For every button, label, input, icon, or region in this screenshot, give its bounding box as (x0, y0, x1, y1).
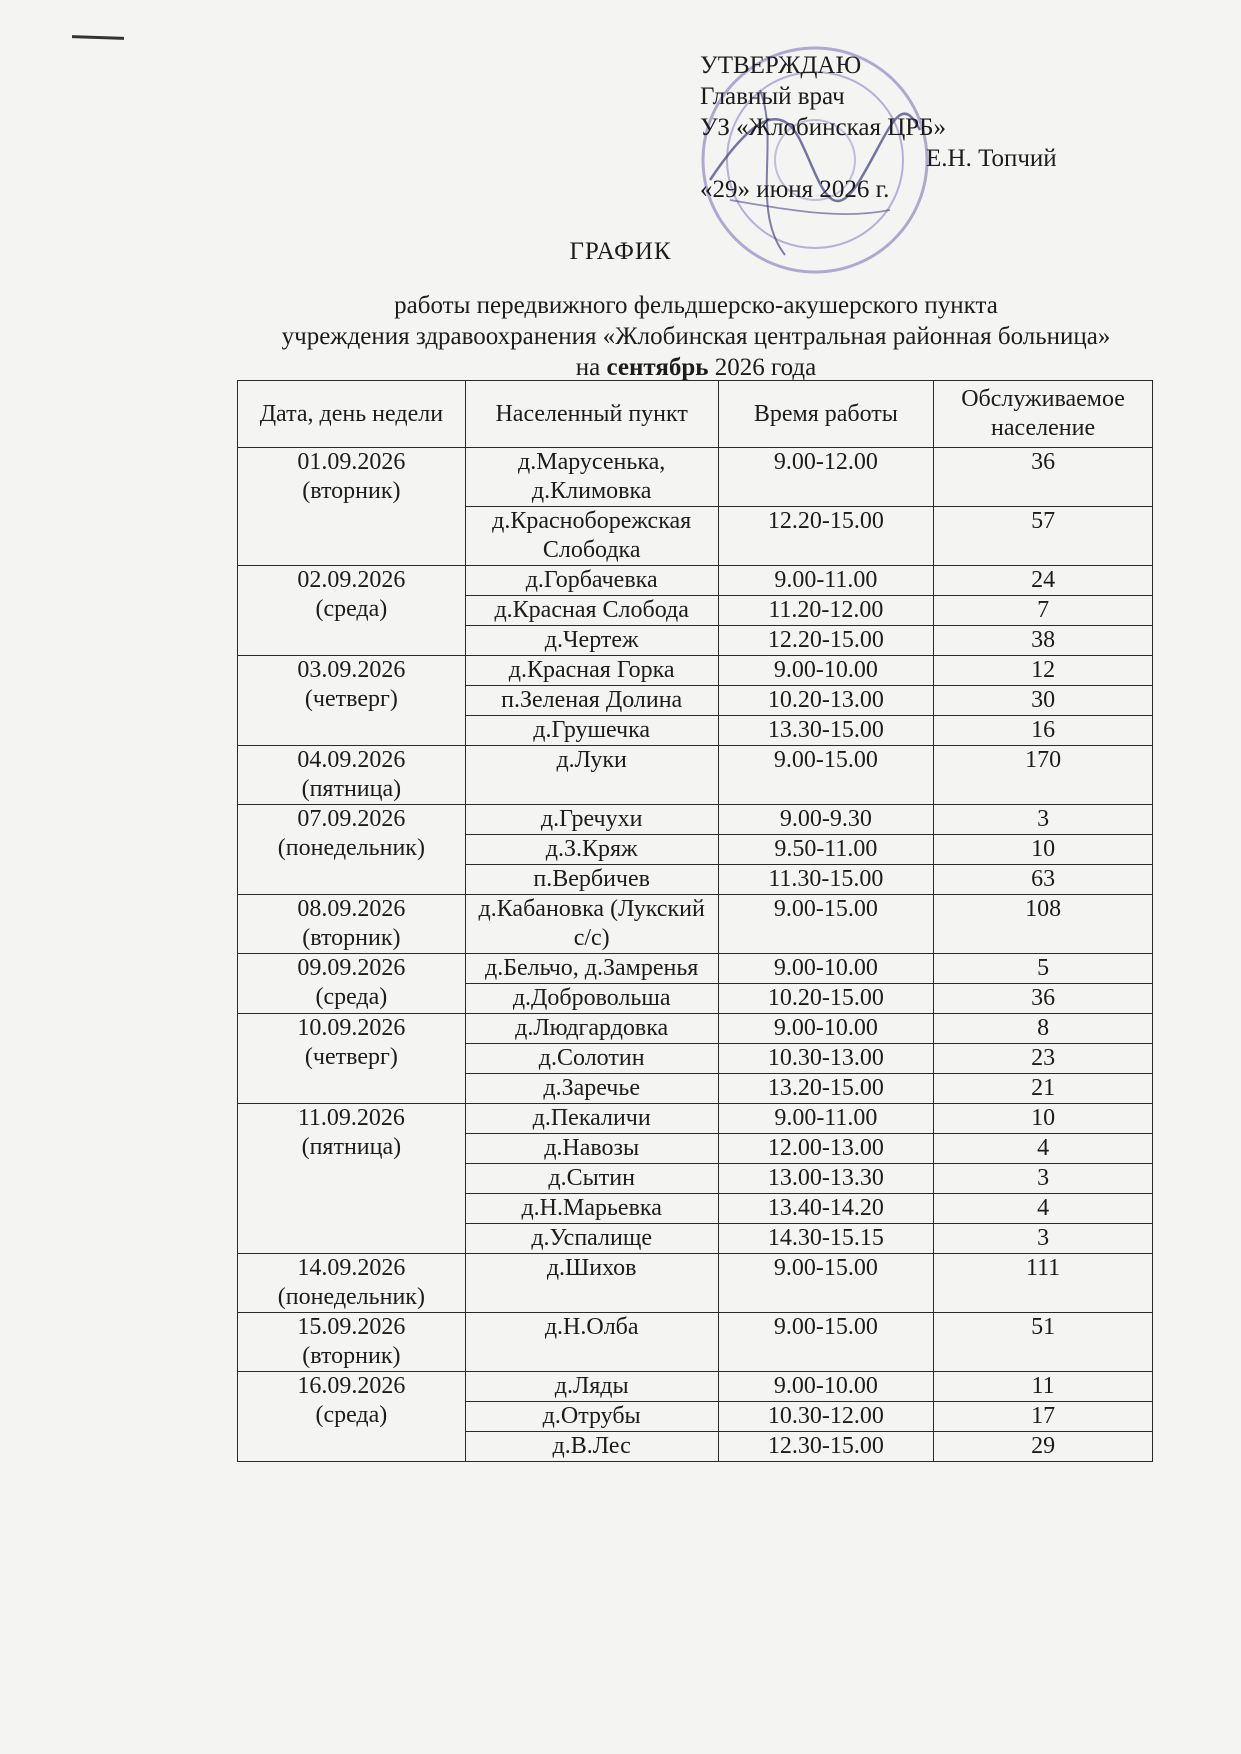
time-cell: 9.00-15.00 (718, 1313, 934, 1372)
schedule-table (237, 380, 1153, 1462)
place-cell: д.З.Кряж (465, 835, 718, 865)
place-cell: д.Красноборежская Слободка (465, 507, 718, 566)
population-cell: 10 (934, 1104, 1153, 1134)
population-cell: 108 (934, 895, 1153, 954)
subtitle-line-1: работы передвижного фельдшерско-акушерского пункта (394, 292, 998, 319)
header-time: Время работы (718, 381, 934, 448)
population-cell: 36 (934, 448, 1153, 507)
date-value: 02.09.2026 (297, 567, 406, 593)
date-cell (238, 895, 466, 954)
population-cell: 23 (934, 1044, 1153, 1074)
weekday-value: (понедельник) (277, 1284, 425, 1310)
weekday-value: (понедельник) (277, 835, 425, 861)
time-cell: 9.00-15.00 (718, 1254, 934, 1313)
population-cell: 3 (934, 805, 1153, 835)
place-cell: д.Солотин (465, 1044, 718, 1074)
time-cell: 12.00-13.00 (718, 1134, 934, 1164)
population-cell: 30 (934, 686, 1153, 716)
corner-mark (72, 35, 124, 40)
place-cell: д.Луки (465, 746, 718, 805)
table-row (238, 1104, 1153, 1134)
subtitle-month: сентябрь (606, 354, 709, 381)
place-cell: д.Успалище (465, 1224, 718, 1254)
place-cell: д.Марусенька, д.Климовка (465, 448, 718, 507)
time-cell: 10.30-12.00 (718, 1402, 934, 1432)
date-cell (238, 954, 466, 1014)
table-row (238, 566, 1153, 596)
population-cell: 63 (934, 865, 1153, 895)
population-cell: 12 (934, 656, 1153, 686)
population-cell: 21 (934, 1074, 1153, 1104)
approval-signer: Е.Н. Топчий (926, 145, 1057, 172)
approval-position: Главный врач (700, 83, 845, 110)
date-value: 11.09.2026 (297, 1105, 405, 1131)
place-cell: д.Шихов (465, 1254, 718, 1313)
place-cell: д.Горбачевка (465, 566, 718, 596)
place-cell: д.Навозы (465, 1134, 718, 1164)
time-cell: 9.00-10.00 (718, 1014, 934, 1044)
time-cell: 9.00-9.30 (718, 805, 934, 835)
population-cell: 4 (934, 1134, 1153, 1164)
place-cell: д.Гречухи (465, 805, 718, 835)
place-cell: д.Н.Олба (465, 1313, 718, 1372)
time-cell: 9.50-11.00 (718, 835, 934, 865)
header-population: Обслуживаемое население (934, 381, 1153, 448)
subtitle-suffix: 2026 года (714, 354, 817, 381)
place-cell: п.Вербичев (465, 865, 718, 895)
table-row (238, 656, 1153, 686)
population-cell: 5 (934, 954, 1153, 984)
population-cell: 4 (934, 1194, 1153, 1224)
population-cell: 57 (934, 507, 1153, 566)
date-cell (238, 566, 466, 656)
table-row (238, 1014, 1153, 1044)
time-cell: 10.20-15.00 (718, 984, 934, 1014)
time-cell: 10.20-13.00 (718, 686, 934, 716)
date-cell (238, 805, 466, 895)
weekday-value: (вторник) (302, 1343, 401, 1369)
weekday-value: (вторник) (302, 925, 401, 951)
time-cell: 9.00-15.00 (718, 746, 934, 805)
population-cell: 7 (934, 596, 1153, 626)
time-cell: 13.00-13.30 (718, 1164, 934, 1194)
time-cell: 10.30-13.00 (718, 1044, 934, 1074)
place-cell: д.Отрубы (465, 1402, 718, 1432)
weekday-value: (пятница) (301, 776, 402, 802)
weekday-value: (среда) (315, 984, 388, 1010)
weekday-value: (вторник) (302, 478, 401, 504)
document-title: ГРАФИК (569, 238, 672, 265)
table-row (238, 1372, 1153, 1402)
place-cell: д.Пекаличи (465, 1104, 718, 1134)
time-cell: 9.00-10.00 (718, 954, 934, 984)
population-cell: 29 (934, 1432, 1153, 1462)
place-cell: д.Людгардовка (465, 1014, 718, 1044)
population-cell: 11 (934, 1372, 1153, 1402)
population-cell: 38 (934, 626, 1153, 656)
place-cell: д.Красная Горка (465, 656, 718, 686)
subtitle-line-3 (236, 352, 1156, 383)
date-value: 03.09.2026 (297, 657, 406, 683)
population-cell: 10 (934, 835, 1153, 865)
time-cell: 11.20-12.00 (718, 596, 934, 626)
date-value: 04.09.2026 (297, 747, 406, 773)
time-cell: 9.00-15.00 (718, 895, 934, 954)
table-row (238, 805, 1153, 835)
population-cell: 17 (934, 1402, 1153, 1432)
date-cell (238, 448, 466, 566)
approval-organization: УЗ «Жлобинская ЦРБ» (700, 114, 947, 141)
population-cell: 111 (934, 1254, 1153, 1313)
place-cell: д.Чертеж (465, 626, 718, 656)
date-value: 10.09.2026 (297, 1015, 406, 1041)
table-row (238, 895, 1153, 954)
place-cell: п.Зеленая Долина (465, 686, 718, 716)
date-value: 16.09.2026 (297, 1373, 406, 1399)
time-cell: 14.30-15.15 (718, 1224, 934, 1254)
table-row (238, 1254, 1153, 1313)
table-row (238, 448, 1153, 507)
place-cell: д.Н.Марьевка (465, 1194, 718, 1224)
time-cell: 12.20-15.00 (718, 507, 934, 566)
weekday-value: (четверг) (304, 686, 398, 712)
subtitle-line-2: учреждения здравоохранения «Жлобинская центральная районная больница» (281, 323, 1111, 350)
time-cell: 11.30-15.00 (718, 865, 934, 895)
time-cell: 9.00-10.00 (718, 656, 934, 686)
place-cell: д.Заречье (465, 1074, 718, 1104)
place-cell: д.В.Лес (465, 1432, 718, 1462)
place-cell: д.Кабановка (Лукский с/с) (465, 895, 718, 954)
time-cell: 13.20-15.00 (718, 1074, 934, 1104)
date-value: 08.09.2026 (297, 896, 406, 922)
place-cell: д.Грушечка (465, 716, 718, 746)
time-cell: 12.30-15.00 (718, 1432, 934, 1462)
approval-date: «29» июня 2026 г. (700, 176, 890, 203)
weekday-value: (среда) (315, 1402, 388, 1428)
subtitle-prefix: на (575, 354, 601, 381)
weekday-value: (среда) (315, 596, 388, 622)
population-cell: 24 (934, 566, 1153, 596)
date-cell (238, 1254, 466, 1313)
weekday-value: (пятница) (301, 1134, 402, 1160)
population-cell: 36 (934, 984, 1153, 1014)
population-cell: 170 (934, 746, 1153, 805)
place-cell: д.Ляды (465, 1372, 718, 1402)
place-cell: д.Красная Слобода (465, 596, 718, 626)
time-cell: 13.40-14.20 (718, 1194, 934, 1224)
population-cell: 51 (934, 1313, 1153, 1372)
time-cell: 9.00-10.00 (718, 1372, 934, 1402)
population-cell: 3 (934, 1224, 1153, 1254)
date-value: 15.09.2026 (297, 1314, 406, 1340)
population-cell: 3 (934, 1164, 1153, 1194)
table-row (238, 746, 1153, 805)
date-value: 14.09.2026 (297, 1255, 406, 1281)
time-cell: 9.00-11.00 (718, 566, 934, 596)
table-body (238, 448, 1153, 1462)
place-cell: д.Добровольша (465, 984, 718, 1014)
date-cell (238, 656, 466, 746)
approval-word: УТВЕРЖДАЮ (700, 52, 862, 79)
date-cell (238, 1372, 466, 1462)
date-cell (238, 1014, 466, 1104)
place-cell: д.Бельчо, д.Замренья (465, 954, 718, 984)
population-cell: 8 (934, 1014, 1153, 1044)
table-header-row (238, 381, 1153, 448)
time-cell: 13.30-15.00 (718, 716, 934, 746)
date-cell (238, 1104, 466, 1254)
time-cell: 9.00-12.00 (718, 448, 934, 507)
table-row (238, 954, 1153, 984)
time-cell: 12.20-15.00 (718, 626, 934, 656)
date-value: 07.09.2026 (297, 806, 406, 832)
place-cell: д.Сытин (465, 1164, 718, 1194)
time-cell: 9.00-11.00 (718, 1104, 934, 1134)
date-value: 09.09.2026 (297, 955, 406, 981)
date-value: 01.09.2026 (297, 449, 406, 475)
population-cell: 16 (934, 716, 1153, 746)
table-row (238, 1313, 1153, 1372)
weekday-value: (четверг) (304, 1044, 398, 1070)
date-cell (238, 746, 466, 805)
header-date: Дата, день недели (238, 381, 466, 448)
header-place: Населенный пункт (465, 381, 718, 448)
approval-block (700, 50, 1057, 205)
date-cell (238, 1313, 466, 1372)
document-subtitle (236, 290, 1156, 383)
